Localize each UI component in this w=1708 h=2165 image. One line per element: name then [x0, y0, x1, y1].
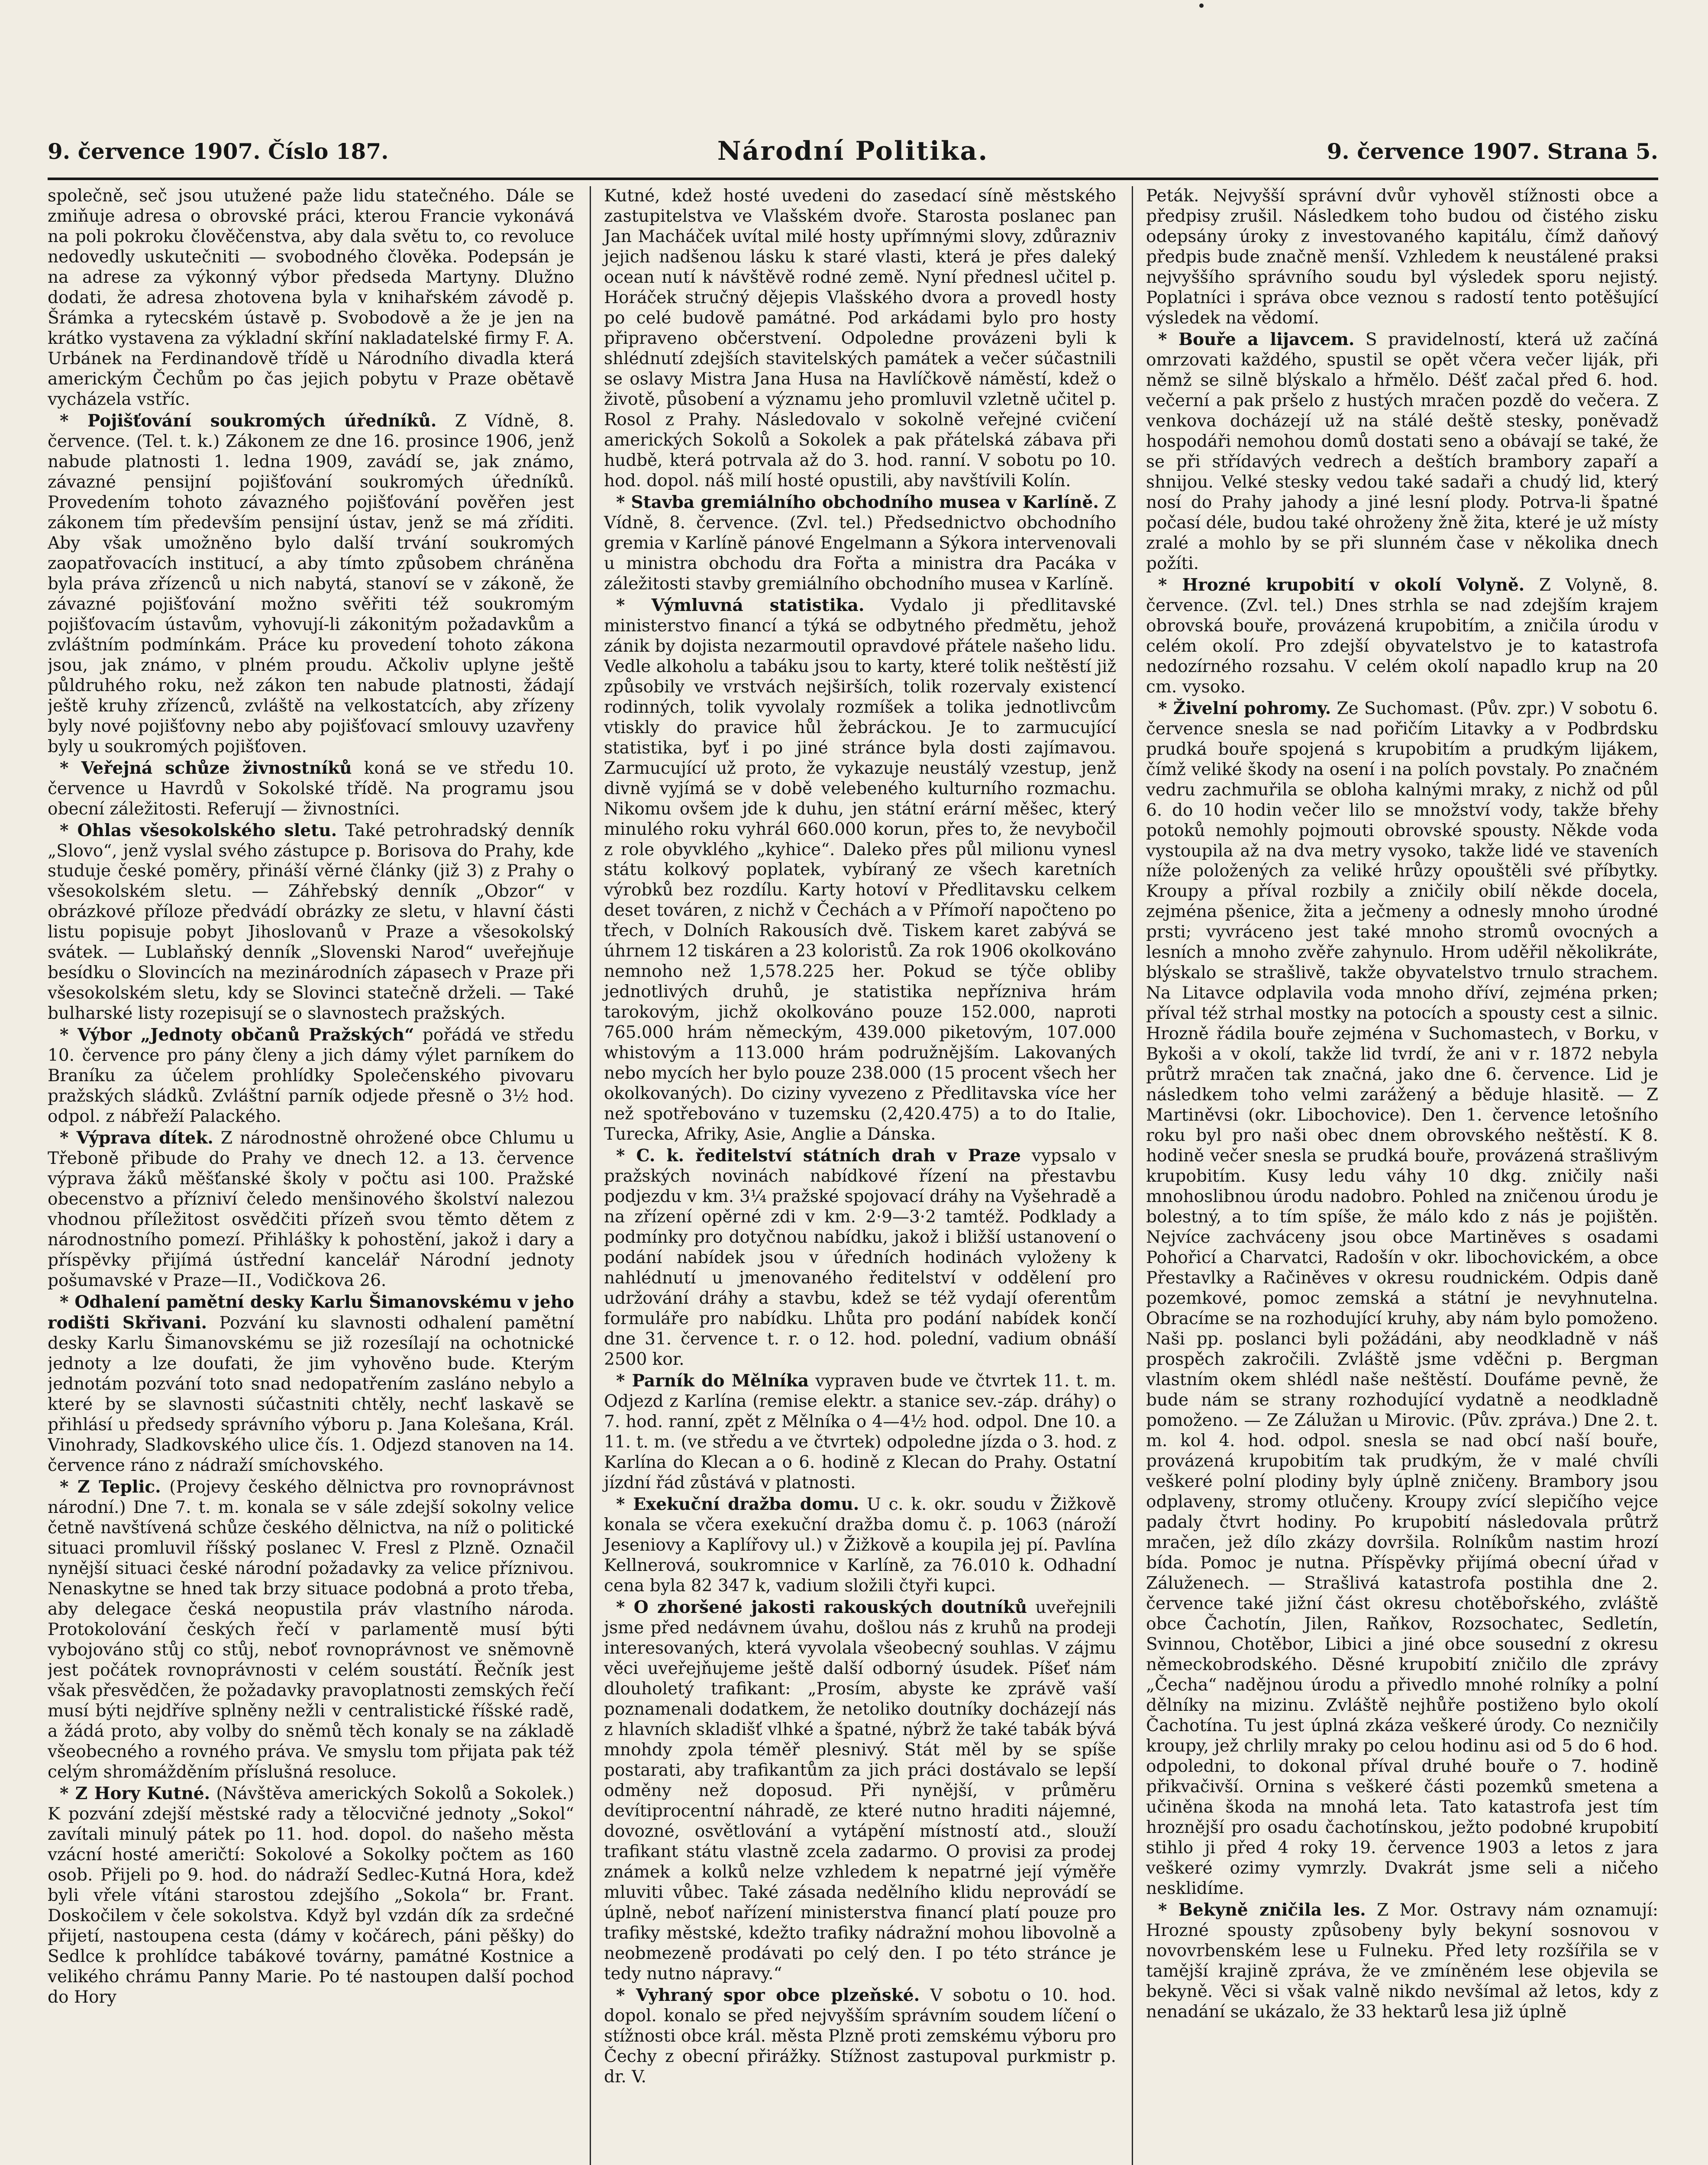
article-body: Kutné, kdež hosté uvedeni do zasedací síně městského zastupitelstva ve Vlašském dvoře. Starosta poslanec pan Jan Macháček uvítal milé hosty upřímnými slovy, zdůrazniv jejich nadšenou lásku k staré vlasti, která je přes daleký ocean nutí k návštěvě rodné země. Nyní přednesl učitel p. Horáček stručný dějepis Vlašského dvora a provedl hosty po celé budově památné. Pod arkádami bylo pro hosty připraveno občerstvení. Odpoledne provázeni byli k shlédnutí zdejších stavitelských památek a večer súčastnili se oslavy Mistra Jana Husa na Havlíčkově náměstí, kdež o životě, působení a významu jeho promluvil vzletně učitel p. Rosol z Prahy. Následovalo v sokolně veřejné cvičení amerických Sokolů a Sokolek a pak přátelská zábava při hudbě, která potrvala až do 3. hod. ranní. V sobotu po 10. hod. dopol. náš milí hosté opustili, aby navštívili Kolín.: [604, 186, 1116, 491]
article-body: (Projevy českého dělnictva pro rovnoprávnost národní.) Dne 7. t. m. konala se v sále zdejší sokolny velice četně navštívená schůze českého dělnictva, na níž o politické situaci promluvil říšský poslanec V. Fresl z Plzně. Označil nynější situaci české národní požadavky za velice příznivou. Nenaskytne se hned tak brzy situace podobná a proto třeba, aby delegace česká neopustila práv vlastního národa. Protokolování českých řečí v parlamentě musí býti vybojováno stůj co stůj, neboť rovnoprávnost ve sněmovně jest počátek rovnoprávnosti v celém soustátí. Řečník jest však přesvědčen, že požadavky pravoplatnosti zemských řečí musí býti nejdříve splněny nežli v centralistické říšské radě, a žádá proto, aby volby do sněmů těch konaly se na základě všeobecného a rovného práva. Ve smyslu tom přijata pak též celým shromážděním příslušná resoluce.: [48, 1477, 574, 1782]
article-paragraph: [604, 1371, 1116, 1493]
article-body: S pravidelností, která už začíná omrzovati každého, spustil se opět včera večer liják, při němž se silně blýskalo a hřmělo. Déšť začal před 6. hod. večerní a pak pršelo z hustých mračen pozdě do večera. Z venkova docházejí už na stálé deště stesky, poněvadž hospodáři nemohou domů dostati seno a obávají se také, že se při střídavých vedrech a deštích brambory zapaří a shnijou. Velké stesky vedou také sadaři a chudý lid, který nosí do Prahy jahody a jiné lesní plody. Potrva-li špatné počasí déle, budou také ohroženy žně žita, které je už místy zralé a mohlo by se při slunném čase v několika dnech požíti.: [1146, 330, 1658, 573]
article-body: Z Vídně, 8. července. (Tel. t. k.) Zákonem ze dne 16. prosince 1906, jenž nabude platnosti 1. ledna 1909, zavádí se, jak známo, závazné pensijní pojišťování soukromých úředníků. Provedením tohoto závazného pojišťování pověřen jest zákonem tím především pensijní ústav, jenž se má zříditi. Aby však umožněno bylo další trvání soukromých zaopatřovacích institucí, a aby tímto způsobem chráněna byla práva zřízenců u nich nabytá, stanoví se v zákoně, že závazné pojišťování možno svěřiti též soukromým pojišťovacím ústavům, vyhovují-li zákonitým požadavkům a zvláštním podmínkám. Práce ku provedení tohoto zákona jsou, jak známo, v plném proudu. Ačkoliv uplyne ještě půldruhého roku, než zákon ten nabude platnosti, žádají ještě kruhy zřízenců, zvláště na velkostatcích, aby zřízeny byly nové pojišťovny nebo aby pojišťovací smlouvy uzavřeny byly u soukromých pojišťoven.: [48, 411, 574, 756]
column-2: [590, 186, 1116, 2165]
article-heading: * Odhalení pamětní desky Karlu Šimanovskému v jeho rodišti Skřivani.: [48, 1292, 574, 1333]
column-3: [1132, 186, 1658, 2165]
article-body: Také petrohradský denník „Slovo“, jenž vyslal svého zástupce p. Borisova do Prahy, kde studuje české poměry, přináší věrné články (již 3) z Prahy o všesokolském sletu. — Záhřebský denník „Obzor“ v obrázkové příloze předvádí obrázky ze sletu, v hlavní části listu popisuje pobyt Jihoslovanů v Praze a všesokolský svátek. — Lublaňský denník „Slovenski Narod“ uveřejňuje besídku o Slovincích na mezinárodních zápasech v Praze při všesokolském sletu, kdy se Slovinci statečně drželi. — Také bulharské listy rozepisují se o slavnostech pražských.: [48, 821, 574, 1024]
article-heading: * Exekuční dražba domu.: [616, 1494, 859, 1514]
article-heading: * C. k. ředitelství státních drah v Praze: [616, 1146, 1021, 1166]
article-body: vypraven bude ve čtvrtek 11. t. m. Odjezd z Karlína (remise elektr. a stanice sev.-záp. dráhy) o 7. hod. ranní, zpět z Mělníka o 4—4½ hod. odpol. Dne 10. a 11. t. m. (ve středu a ve čtvrtek) odpoledne jízda o 3. hod. z Karlína do Klecan a o 6. hodině z Klecan do Prahy. Ostatní jízdní řád zůstává v platnosti.: [604, 1371, 1116, 1493]
article-columns: [48, 186, 1658, 2165]
article-body: Z národnostně ohrožené obce Chlumu u Třeboně přibude do Prahy ve dnech 12. a 13. července výprava žáků měšťanské školy v počtu asi 100. Pražské obecenstvo a přízniví čeledo menšinového školství nalezou vhodnou příležitost osvědčiti přízeň svou těmto dětem z národnostního pomezí. Přihlášky k pohostění, jakož i dary a příspěvky přijímá ústřední kancelář Národní jednoty pošumavské v Praze—II., Vodičkova 26.: [48, 1128, 574, 1291]
header-date-issue: 9. července 1907. Číslo 187.: [48, 139, 389, 164]
article-paragraph: [604, 1494, 1116, 1596]
article-heading: * Vyhraný spor obce plzeňské.: [616, 1985, 920, 2005]
article-body: Ze Suchomast. (Pův. zpr.) V sobotu 6. července snesla se nad pořičím Litavky a v Podbrdsku prudká bouře spojená s krupobitím a prudkým lijákem, čímž veliké škody na osení i na polích povstaly. Po značném vedru zachmuřila se obloha kalnými mraky, z nichž od půl 6. do 10 hodin večer lilo se množství vody, takže břehy potoků nemohly pojmouti obrovské spousty. Někde voda vystoupila až na dva metry vysoko, takže lidé ve staveních níže položených za veliké hrůzy opouštěli své příbytky. Kroupy a příval rozbily a zničily obilí někde docela, zejména pšenice, žita a ječmeny a odnesly mnoho úrodné prsti; vyvráceno jest také mnoho stromů ovocných a lesních a mnoho zvěře zahynulo. Hrom uděřil několikráte, blýskalo se strašlivě, takže obyvatelstvo trnulo strachem. Na Litavce odplavila voda mnoho dříví, zejména prken; příval též strhal mostky na potocích a spousty cest a silnic. Hrozně řádila bouře zejména v Suchomastech, v Borku, v Bykoši a v okolí, takže lid tvrdí, že ani v r. 1872 nebyla průtrž mračen tak značná, jako dne 6. července. Lid je následkem toho velmi zarážený a běduje hlasitě. — Z Martiněvsi (okr. Libochovice). Den 1. července letošního roku byl pro naši obec dnem obrovského neštěstí. K 8. hodině večer snesla se prudká bouře, provázená strašlivým krupobitím. Kusy ledu váhy 10 dkg. zničily naši mnohoslibnou úrodu nadobro. Pohled na zničenou úrodu je bolestný, a to tím spíše, že málo kdo z nás je pojištěn. Nejvíce zachváceny jsou obce Martiněves s osadami Pohořicí a Charvatci, Radošín v okr. libochovickém, a obce Přestavlky a Račiněves v okresu roudnickém. Odpis daně pozemkové, pomoc zemská a státní je nevyhnutelna. Obracíme se na rozhodující kruhy, aby nám bylo pomoženo. Naši pp. poslanci byli požádáni, aby neodkladně v náš prospěch zakročili. Zvláště jsme vděčni p. Bergman vlastním okem shlédl naše neštěstí. Doufáme pevně, že bude nám se strany rozhodující vydatně a neodkladně pomoženo. — Ze Zálužan u Mirovic. (Pův. zpráva.) Dne 2. t. m. kol 4. hod. odpol. snesla se nad obcí naší bouře, provázená krupobitím tak prudkým, že v malé chvíli veškeré polní plodiny byly úplně zničeny. Brambory jsou odplaveny, stromy otlučeny. Kroupy zvící slepičího vejce padaly čtvrt hodiny. Po krupobití následovala průtrž mračen, jež dílo zkázy dovršila. Rolníkům nastim hrozí bída. Pomoc je nutna. Příspěvky přijímá obecní úřad v Záluženech. — Strašlivá katastrofa postihla dne 2. července také jižní část okresu chotěbořského, zvláště obce Čachotín, Jilen, Raňkov, Rozsochatec, Sedletín, Svinnou, Chotěbor, Libici a jiné obce sousední z okresu německobrodského. Děsné krupobití zničilo dle zprávy „Čecha“ nadějnou úrodu a přivedlo mnohé rolníky a polní dělníky na mizinu. Zvláště nejhůře postiženo bylo okolí Čachotína. Tu jest úplná zkáza veškeré úrody. Co nezničily kroupy, jež chrlily mraky po celou hodinu asi od 5 do 6 hod. odpoledni, to dokonal příval druhé bouře o 7. hodině přikvačivší. Ornina s veškeré části pozemků smetena a učiněna škoda na mnohá leta. Tato katastrofa jest tím hroznější pro osadu čachotínskou, ježto podobné krupobití stihlo ji před 4 roky 19. července 1903 a letos z jara veškeré ozimy vymrzly. Dvakrát jsme seli a ničeho nesklidíme.: [1146, 698, 1658, 1898]
article-paragraph: [604, 1146, 1116, 1370]
article-heading: * Z Hory Kutné.: [60, 1783, 210, 1803]
newspaper-page: [48, 130, 1658, 2165]
page-header: [48, 130, 1658, 180]
article-body: (Návštěva amerických Sokolů a Sokolek.) K pozvání zdejší městské rady a tělocvičné jednoty „Sokol“ zavítali minulý pátek po 11. hod. dopol. do našeho města vzácní hosté američtí: Sokolové a Sokolky počtem as 160 osob. Přijeli po 9. hod. do nádraží Sedlec-Kutná Hora, kdež byli vřele vítáni starostou zdejšího „Sokola“ br. Frant. Doskočilem v čele sokolstva. Když byl vzdán dík za srdečné přijetí, nastoupena cesta (dámy v kočárech, páni pěšky) do Sedlce k prohlídce tabákové továrny, památné Kostnice a velikého chrámu Panny Marie. Po té nastoupen další pochod do Hory: [48, 1784, 574, 2007]
article-heading: * Živelní pohromy.: [1158, 698, 1331, 718]
column-1: [48, 186, 574, 2165]
article-paragraph: [604, 1985, 1116, 2087]
article-paragraph: [48, 821, 574, 1024]
article-heading: * Stavba gremiálního obchodního musea v Karlíně.: [616, 492, 1099, 512]
article-paragraph: [48, 758, 574, 820]
article-paragraph: [604, 492, 1116, 595]
article-heading: * Výbor „Jednoty občanů Pražských“: [60, 1025, 414, 1045]
print-speck: [1199, 3, 1204, 8]
masthead: Národní Politika.: [717, 136, 989, 166]
article-paragraph: [48, 1025, 574, 1127]
article-paragraph: [1146, 575, 1658, 698]
article-body: Z Volyně, 8. července. (Zvl. tel.) Dnes strhla se nad zdejším krajem obrovská bouře, provázená krupobitím, a zničila úrodu v celém okolí. Pro zdejší obyvatelstvo je to katastrofa nedozírného rozsahu. V celém okolí napadlo krup na 20 cm. vysoko.: [1146, 575, 1658, 697]
article-heading: * O zhoršené jakosti rakouských doutníků: [616, 1597, 1027, 1617]
article-paragraph: [48, 1784, 574, 2008]
article-body: U c. k. okr. soudu v Žižkově konala se včera exekuční dražba domu č. p. 1063 (nároží Jeseniovy a Kaplířovy ul.) v Žižkově a koupila jej pí. Pavlína Kellnerová, soukromnice v Karlíně, za 76.010 k. Odhadní cena byla 82 347 k, vadium složili čtyři kupci.: [604, 1495, 1116, 1596]
article-heading: * Bouře a lijavcem.: [1158, 329, 1355, 349]
article-paragraph: [604, 595, 1116, 1145]
article-paragraph: [1146, 186, 1658, 329]
article-paragraph: [604, 186, 1116, 491]
article-paragraph: [48, 1292, 574, 1476]
article-heading: * Ohlas všesokolského sletu.: [60, 820, 337, 840]
article-heading: * Pojišťování soukromých úředníků.: [60, 410, 437, 431]
article-body: Z Mor. Ostravy nám oznamují: Hrozné spousty způsobeny byly bekyní sosnovou v novovrbenském lese u Fulneku. Před lety rozšířila se v tamější krajině zpráva, že ve zmíněném lese objevila se bekyně. Věci si však valně nikdo nevšímal až letos, kdy z nenadání se ukázalo, že 33 hektarů lesa již úplně: [1146, 1900, 1658, 2022]
article-body: společně, seč jsou utužené paže lidu statečného. Dále se zmiňuje adresa o obrovské práci, kterou Francie vykonává na poli pokroku člověčenstva, aby dala světu to, co revoluce nedovedly uskutečniti — svobodného člověka. Podepsán je na adrese za výkonný výbor předseda Martyny. Dlužno dodati, že adresa zhotovena byla v knihařském závodě p. Šrámka a rytecském ústavě p. Svobodově a že je jen na krátko vystavena za výkladní skříní nakladatelské firmy F. A. Urbánek na Ferdinandově třídě u Národního divadla která americkým Čechům po čas jejich pobytu v Praze obětavě vycházela vstříc.: [48, 186, 574, 409]
article-paragraph: [1146, 698, 1658, 1899]
article-paragraph: [1146, 1900, 1658, 2023]
article-paragraph: [48, 1128, 574, 1291]
article-heading: * Z Teplic.: [60, 1477, 161, 1497]
article-body: uveřejnili jsme před nedávnem úvahu, došlou nás z kruhů na prodeji interesovaných, která vyvolala všeobecný souhlas. V zájmu věci uveřejňujeme ještě další odborný úsudek. Píšeť nám dlouholetý trafikant: „Prosím, abyste ke zprávě vaší poznamenali dodatkem, že netoliko doutníky docházejí nás z hlavních skladišť vlhké a špatné, nýbrž že také tabák bývá mnohdy zpola téměř plesnivý. Stát měl by se spíše postarati, aby trafikantům za jich práci dostávalo se lepší odměny než doposud. Při nynější, v průměru devítiprocentní náhradě, ze které nutno hraditi nájemné, dovozné, osvětlování a vytápění místností atd., slouží trafikant státu vlastně zcela zadarmo. O provisi za prodej známek a kolků nelze vzhledem k nepatrné její výměře mluviti vůbec. Také zásada nedělního klidu neprovádí se úplně, neboť nařízení ministerstva financí platí pouze pro trafiky městské, kdežto trafiky nádražní mohou libovolně a neobmezeně prodávati po celý den. I po této stránce je tedy nutno nápravy.“: [604, 1597, 1116, 1984]
article-heading: * Bekyně zničila les.: [1158, 1900, 1366, 1920]
article-heading: * Parník do Mělníka: [616, 1371, 809, 1391]
article-heading: * Výprava dítek.: [60, 1128, 213, 1148]
article-body: Z Vídně, 8. července. (Zvl. tel.) Předsednictvo obchodního gremia v Karlíně pánové Engelmann a Sýkora intervenovali u ministra obchodu dra Fořta a ministra dra Pacáka v záležitosti stavby gremiálního obchodního musea v Karlíně.: [604, 492, 1116, 594]
article-body: Peták. Nejvyšší správní dvůr vyhověl stížnosti obce a předpisy zrušil. Následkem toho budou od čistého zisku odepsány úroky z investovaného kapitálu, čímž daňový předpis bude značně menší. Vzhledem k neustálené praksi nejvyššího správního soudu byl výsledek sporu nejistý. Poplatníci i správa obce veznou s radostí tento potěšující výsledek na vědomí.: [1146, 186, 1658, 328]
article-heading: * Výmluvná statistika.: [616, 595, 865, 615]
article-paragraph: [1146, 330, 1658, 574]
article-heading: * Veřejná schůze živnostníků: [60, 758, 352, 778]
article-body: V sobotu o 10. hod. dopol. konalo se před nejvyšším správním soudem líčení o stížnosti obce král. města Plzně proti zemskému výboru pro Čechy z obecní přirážky. Stížnost zastupoval purkmistr p. dr. V.: [604, 1985, 1116, 2087]
article-body: koná se ve středu 10. července u Havrdů v Sokolské třídě. Na programu jsou obecní záležitosti. Referují — živnostníci.: [48, 758, 574, 819]
article-heading: * Hrozné krupobití v okolí Volyně.: [1158, 575, 1525, 595]
article-body: Vydalo ji předlitavské ministerstvo financí a týká se odbytného předmětu, jehož zánik by dojista nezarmoutil opravdové přátele našeho lidu. Vedle alkoholu a tabáku jsou to karty, které tolik neštěstí již způsobily ve vrstvách nejširších, tolik rozervaly existencí rodinných, tolik vyvolaly rozmíšek a tolika jednotlivcům vtiskly do pravice hůl žebráckou. Je to zarmucující statistika, byť i po jiné stránce byla dosti zajímavou. Zarmucující už proto, že vykazuje neustálý vzestup, jenž divně vyjímá se v době velebeného kulturního rozmachu. Nikomu ovšem jde k duhu, jen státní erární měšec, který minulého roku vyhrál 660.000 korun, přes to, že nevybočil z role obyvklého „kyhice“. Daleko přes půl milionu vynesl státu kolkový poplatek, vybíraný ze všech karetních výrobků bez rozdílu. Karty hotoví v Předlitavsku celkem deset továren, z nichž v Čechách a v Přímoří napočteno po třech, v Dolních Rakousích dvě. Tiskem karet zabývá se úhrnem 12 tiskáren a 23 koloristů. Za rok 1906 okolkováno nemnoho než 1,578.225 her. Pokud se týče obliby jednotlivých druhů, je statistika nepřízniva hrám tarokovým, jichž okolkováno pouze 152.000, naproti 765.000 hrám německým, 439.000 piketovým, 107.000 whistovým a 113.000 hrám podružnějším. Lakovaných nebo mycích her bylo pouze 238.000 (15 procent všech her okolkovaných). Do ciziny vyvezeno z Předlitavska více her než spotřebováno v tuzemsku (2,420.475) a to do Italie, Turecka, Afriky, Asie, Anglie a Dánska.: [604, 595, 1116, 1144]
article-paragraph: [48, 186, 574, 410]
article-paragraph: [48, 1477, 574, 1783]
article-body: pořádá ve středu 10. července pro pány členy a jich dámy výlet parníkem do Braníku za účelem prohlídky Společenského pivovaru pražských sládků. Zvláštní parník odjede přesně o 3½ hod. odpol. z nábřeží Palackého.: [48, 1025, 574, 1127]
article-body: vypsalo v pražských novinách nabídkové řízení na přestavbu podjezdu v km. 3¼ pražské spojovací dráhy na Vyšehradě a na zřízení opěrné zdi v km. 2·9—3·2 tamtéž. Podklady a podmínky pro dotyčnou nabídku, jakož i bližší ustanovení o podání nabídek jsou v úředních hodinách vyloženy k nahlédnutí u jmenovaného ředitelství v oddělení pro udržování dráhy a stavbu, kdež se též vydají oferentům formuláře pro nabídku. Lhůta pro podání nabídek končí dne 31. července t. r. o 12. hod. polední, vadium obnáší 2500 kor.: [604, 1146, 1116, 1370]
article-paragraph: [604, 1597, 1116, 1984]
header-date-page: 9. července 1907. Strana 5.: [1327, 139, 1658, 164]
article-paragraph: [48, 411, 574, 757]
article-body: Pozvání ku slavnosti odhalení pamětní desky Karlu Šimanovskému se již rozesílají na ochotnické jednoty a lze doufati, že jim vyhověno bude. Kterým jednotám pozvání toto snad nedopatřením zasláno nebylo a které by se slavnosti súčastniti chtěly, nechť laskavě se přihlásí u předsedy správního výboru p. Jana Kolešana, Král. Vinohrady, Sladkovského ulice čís. 1. Odjezd stanoven na 14. července ráno z nádraží smíchovského.: [48, 1313, 574, 1476]
